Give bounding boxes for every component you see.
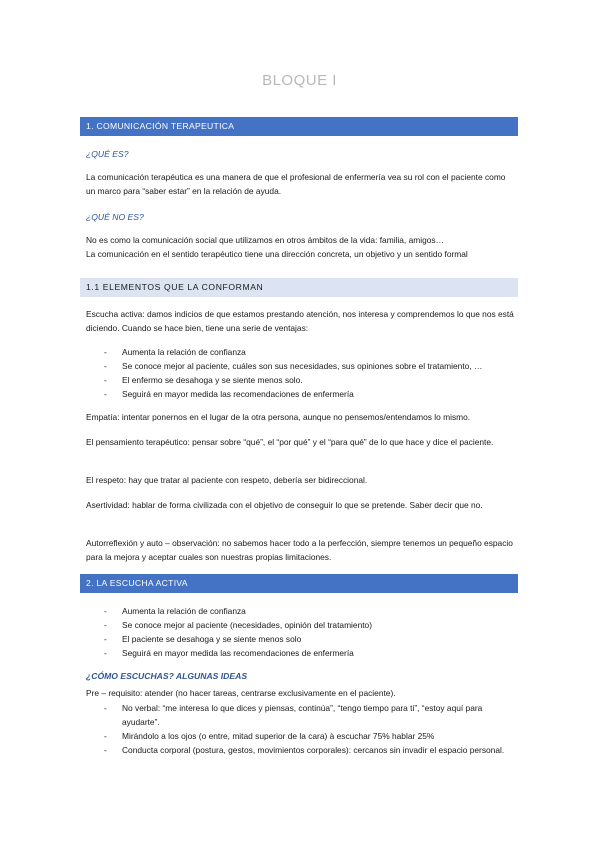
paragraph-pensamiento: El pensamiento terapéutico: pensar sobre “qué”, el “por qué” y el “para qué” de lo que hace y dice el paciente. bbox=[86, 437, 494, 447]
paragraph-que-no-es-2: La comunicación en el sentido terapéutico tiene una dirección concreta, un objetivo y un sentido formal bbox=[86, 249, 468, 259]
paragraph-que-es: La comunicación terapéutica es una manera de que el profesional de enfermería vea su rol con el paciente como un marco para “saber estar” en la relación de ayuda. bbox=[86, 172, 506, 196]
paragraph-escucha-activa: Escucha activa: damos indicios de que estamos prestando atención, nos interesa y comprendemos lo que nos está diciendo. Cuando se hace bien, tiene una serie de ventajas: bbox=[86, 309, 514, 333]
subheading-que-es: ¿QUÉ ES? bbox=[86, 149, 129, 159]
subheading-que-no-es: ¿QUÉ NO ES? bbox=[86, 212, 144, 222]
section-heading-2: 2. LA ESCUCHA ACTIVA bbox=[80, 574, 518, 593]
paragraph-empatia: Empatía: intentar ponernos en el lugar de la otra persona, aunque no pensemos/entendamos lo mismo. bbox=[86, 412, 471, 422]
section-heading-1-1: 1.1 ELEMENTOS QUE LA CONFORMAN bbox=[80, 278, 518, 297]
page-title: BLOQUE I bbox=[262, 72, 337, 89]
paragraph-que-no-es-1: No es como la comunicación social que utilizamos en otros ámbitos de la vida: familia, amigos… bbox=[86, 235, 444, 245]
subheading-como-escuchas: ¿CÓMO ESCUCHAS? ALGUNAS IDEAS bbox=[86, 671, 248, 681]
paragraph-respeto: El respeto: hay que tratar al paciente con respeto, debería ser bidireccional. bbox=[86, 475, 368, 485]
paragraph-prerequisito: Pre – requisito: atender (no hacer tareas, centrarse exclusivamente en el paciente). bbox=[86, 688, 396, 698]
paragraph-autorreflexion: Autorreflexión y auto – observación: no sabemos hacer todo a la perfección, siempre tenemos un pequeño espacio para la mejora y aceptar cuales son nuestras propias limitaciones. bbox=[86, 538, 513, 562]
document-page: BLOQUE I 1. COMUNICACIÓN TERAPEUTICA ¿QUÉ ES? La comunicación terapéutica es una manera de que el profesional de enfermería vea su rol con el paciente como un marco para “saber estar” en la relación de ayuda. ¿QUÉ NO ES? No es como la comunicación social que utilizamos en otros ámbitos de la vida: familia, amigos… La comunicación en el sentido terapéutico tiene una dirección concreta, un objetivo y un sentido formal 1.1 ELEMENTOS QUE LA CONFORMAN Escucha activa: damos indicios de que estamos prestando atención, nos interesa y comprendemos lo que nos está diciendo. Cuando se hace bien, tiene una serie de ventajas: - Aumenta la relación de confianza - Se conoce mejor al paciente, cuáles son sus necesidades, sus opiniones sobre el tratamiento, … - El enfermo se desahoga y se siente menos solo. - Seguirá en mayor medida las recomendaciones de enfermería Empatía: intentar ponernos en el lugar de la otra persona, aunque no pensemos/entendamos lo mismo. El pensamiento terapéutico: pensar sobre “qué”, el “por qué” y el “para qué” de lo que hace y dice el paciente. El respeto: hay que tratar al paciente con respeto, debería ser bidireccional. Asertividad: hablar de forma civilizada con el objetivo de conseguir lo que se pretende. Saber decir que no. Autorreflexión y auto – observación: no sabemos hacer todo a la perfección, siempre tenemos un pequeño espacio para la mejora y aceptar cuales son nuestras propias limitaciones. 2. LA ESCUCHA ACTIVA - Aumenta la relación de confianza - Se conoce mejor al paciente (necesidades, opinión del tratamiento) - El paciente se desahoga y se siente menos solo - Seguirá en mayor medida las recomendaciones de enfermería ¿CÓMO ESCUCHAS? ALGUNAS IDEAS Pre – requisito: atender (no hacer tareas, centrarse exclusivamente en el paciente). - No verbal: “me interesa lo que dices y piensas, continúa”, “tengo tiempo para ti”, “estoy aquí para ayudarte”. - Mirándolo a los ojos (o entre, mitad superior de la cara) à escuchar 75% hablar 25% - Conducta corporal (postura, gestos, movimientos corporales): cercanos sin invadir el espacio personal. bbox=[0, 0, 599, 848]
paragraph-asertividad: Asertividad: hablar de forma civilizada con el objetivo de conseguir lo que se pretende. Saber decir que no. bbox=[86, 500, 483, 510]
section-heading-1: 1. COMUNICACIÓN TERAPEUTICA bbox=[80, 117, 518, 136]
